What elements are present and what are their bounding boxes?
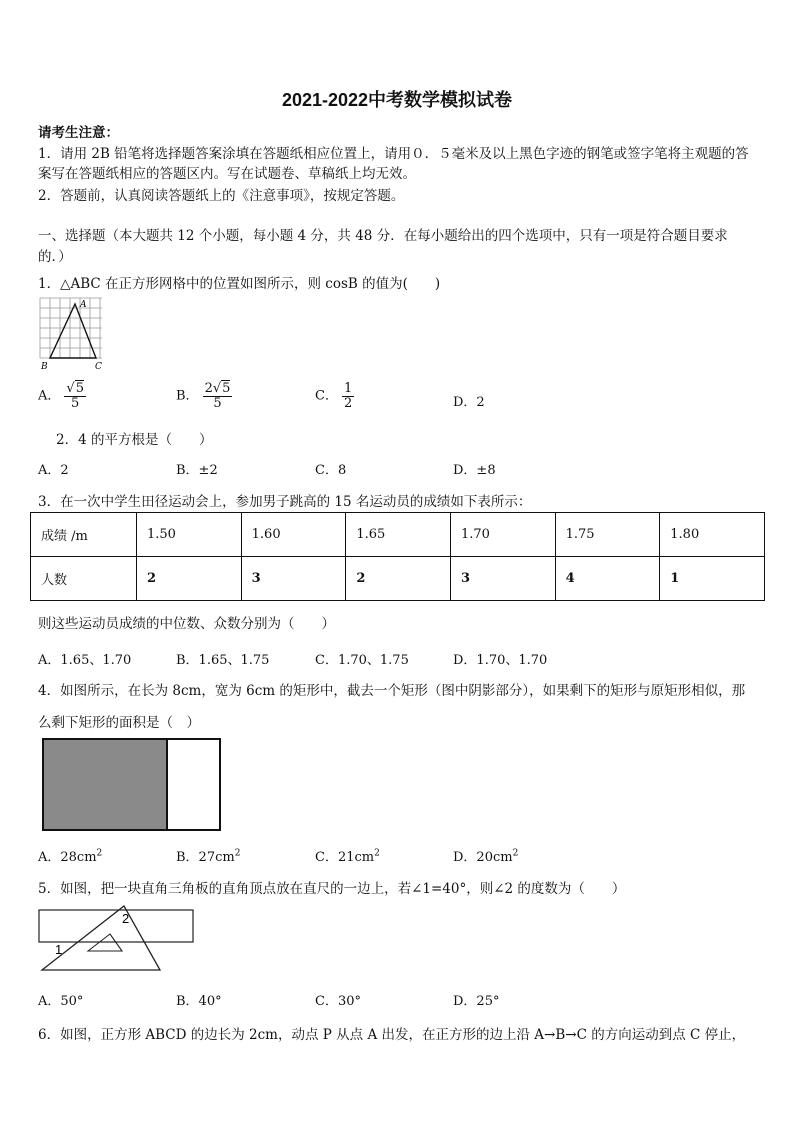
table-row-scores	[31, 513, 765, 557]
q5-option-c[interactable]: C．30°	[315, 994, 361, 1009]
q3-option-d[interactable]: D．1.70、1.70	[453, 653, 548, 668]
q4-option-c[interactable]: C．$21cm^2$	[315, 848, 380, 865]
q4-rectangle-figure	[42, 738, 230, 834]
table-cell: 1.75	[555, 513, 660, 557]
q2-option-b[interactable]: B．±2	[176, 463, 218, 478]
q4-option-a[interactable]: A．$28cm^2$	[38, 848, 103, 865]
q4-option-d[interactable]: D．$20cm^2$	[453, 848, 519, 865]
q2-option-d[interactable]: D．±8	[453, 463, 496, 478]
q4-stem-line2: 么剩下矩形的面积是（ ）	[38, 715, 200, 731]
table-cell: 成绩 /m	[31, 513, 137, 557]
table-cell: 1.80	[660, 513, 765, 557]
notice-item-1a: 1．请用 2B 铅笔将选择题答案涂填在答题纸相应位置上，请用０．５毫米及以上黑色字迹的钢笔或签字笔将主观题的答	[38, 146, 749, 162]
q5-set-square	[42, 906, 160, 970]
q1-stem: 1．△ABC 在正方形网格中的位置如图所示，则 cosB 的值为( )	[38, 276, 441, 292]
q3-question: 则这些运动员成绩的中位数、众数分别为（ ）	[38, 616, 335, 632]
table-cell: 4	[555, 557, 660, 601]
q5-option-a[interactable]: A．50°	[38, 994, 84, 1009]
table-cell: 1.65	[346, 513, 451, 557]
q4-option-b[interactable]: B．$27cm^2$	[176, 848, 241, 865]
q1-option-a[interactable]: A． $\frac{√5}{5}$	[38, 381, 84, 411]
q5-ruler-triangle-figure	[38, 904, 198, 976]
q5-ruler	[39, 910, 193, 942]
q5-option-b[interactable]: B．40°	[176, 994, 222, 1009]
q5-option-d[interactable]: D．25°	[453, 994, 500, 1009]
q3-option-a[interactable]: A．1.65、1.70	[38, 653, 132, 668]
table-cell: 1.70	[450, 513, 555, 557]
notice-heading: 请考生注意：	[38, 125, 119, 141]
q5-angle-1-label: 1	[55, 942, 63, 957]
table-cell: 3	[241, 557, 346, 601]
notice-item-2: 2．答题前，认真阅读答题纸上的《注意事项》，按规定答题。	[38, 188, 405, 204]
q1-option-b[interactable]: B． $\frac{2√5}{5}$	[176, 381, 231, 411]
table-cell: 人数	[31, 557, 137, 601]
q4-remaining-rectangle	[167, 739, 220, 830]
q1-triangle	[50, 304, 96, 358]
q6-stem: 6．如图，正方形 ABCD 的边长为 2cm，动点 P 从点 A 出发，在正方形的边上沿 A→B→C 的方向运动到点 C 停止，	[38, 1027, 746, 1043]
table-cell: 1.50	[137, 513, 242, 557]
q4-shaded-rectangle	[43, 739, 167, 830]
q2-stem: 2．4 的平方根是（ ）	[56, 432, 213, 448]
q3-option-b[interactable]: B．1.65、1.75	[176, 653, 270, 668]
q1-label-a: A	[80, 300, 87, 310]
table-cell: 1.60	[241, 513, 346, 557]
q3-score-table	[30, 512, 765, 601]
table-cell: 1	[660, 557, 765, 601]
q3-stem: 3．在一次中学生田径运动会上，参加男子跳高的 15 名运动员的成绩如下表所示：	[38, 494, 532, 510]
q1-label-c: C	[95, 362, 102, 372]
q1-label-b: B	[41, 362, 48, 372]
q2-option-a[interactable]: A．2	[38, 463, 69, 478]
q5-angle-2-label: 2	[122, 911, 130, 926]
table-cell: 2	[346, 557, 451, 601]
q5-stem: 5．如图，把一块直角三角板的直角顶点放在直尺的一边上，若∠1=40°，则∠2 的度数为（ ）	[38, 881, 626, 897]
table-row-counts	[31, 557, 765, 601]
q1-option-c[interactable]: C． $\frac{1}{2}$	[315, 381, 353, 411]
q1-option-d[interactable]: D．2	[453, 395, 485, 410]
q2-option-c[interactable]: C．8	[315, 463, 347, 478]
table-cell: 3	[450, 557, 555, 601]
q1-grid-figure	[38, 294, 108, 372]
section-heading-1: 一、选择题（本大题共 12 个小题，每小题 4 分，共 48 分．在每小题给出的四个选项中，只有一项是符合题目要求	[38, 228, 728, 244]
q3-option-c[interactable]: C．1.70、1.75	[315, 653, 409, 668]
q4-stem-line1: 4．如图所示，在长为 8cm，宽为 6cm 的矩形中，截去一个矩形（图中阴影部分），如果剩下的矩形与原矩形相似，那	[38, 683, 746, 699]
section-heading-2: 的．）	[38, 249, 72, 265]
table-cell: 2	[137, 557, 242, 601]
page-title: 2021-2022中考数学模拟试卷	[281, 90, 513, 110]
notice-item-1b: 案写在答题纸相应的答题区内。写在试题卷、草稿纸上均无效。	[38, 166, 416, 182]
